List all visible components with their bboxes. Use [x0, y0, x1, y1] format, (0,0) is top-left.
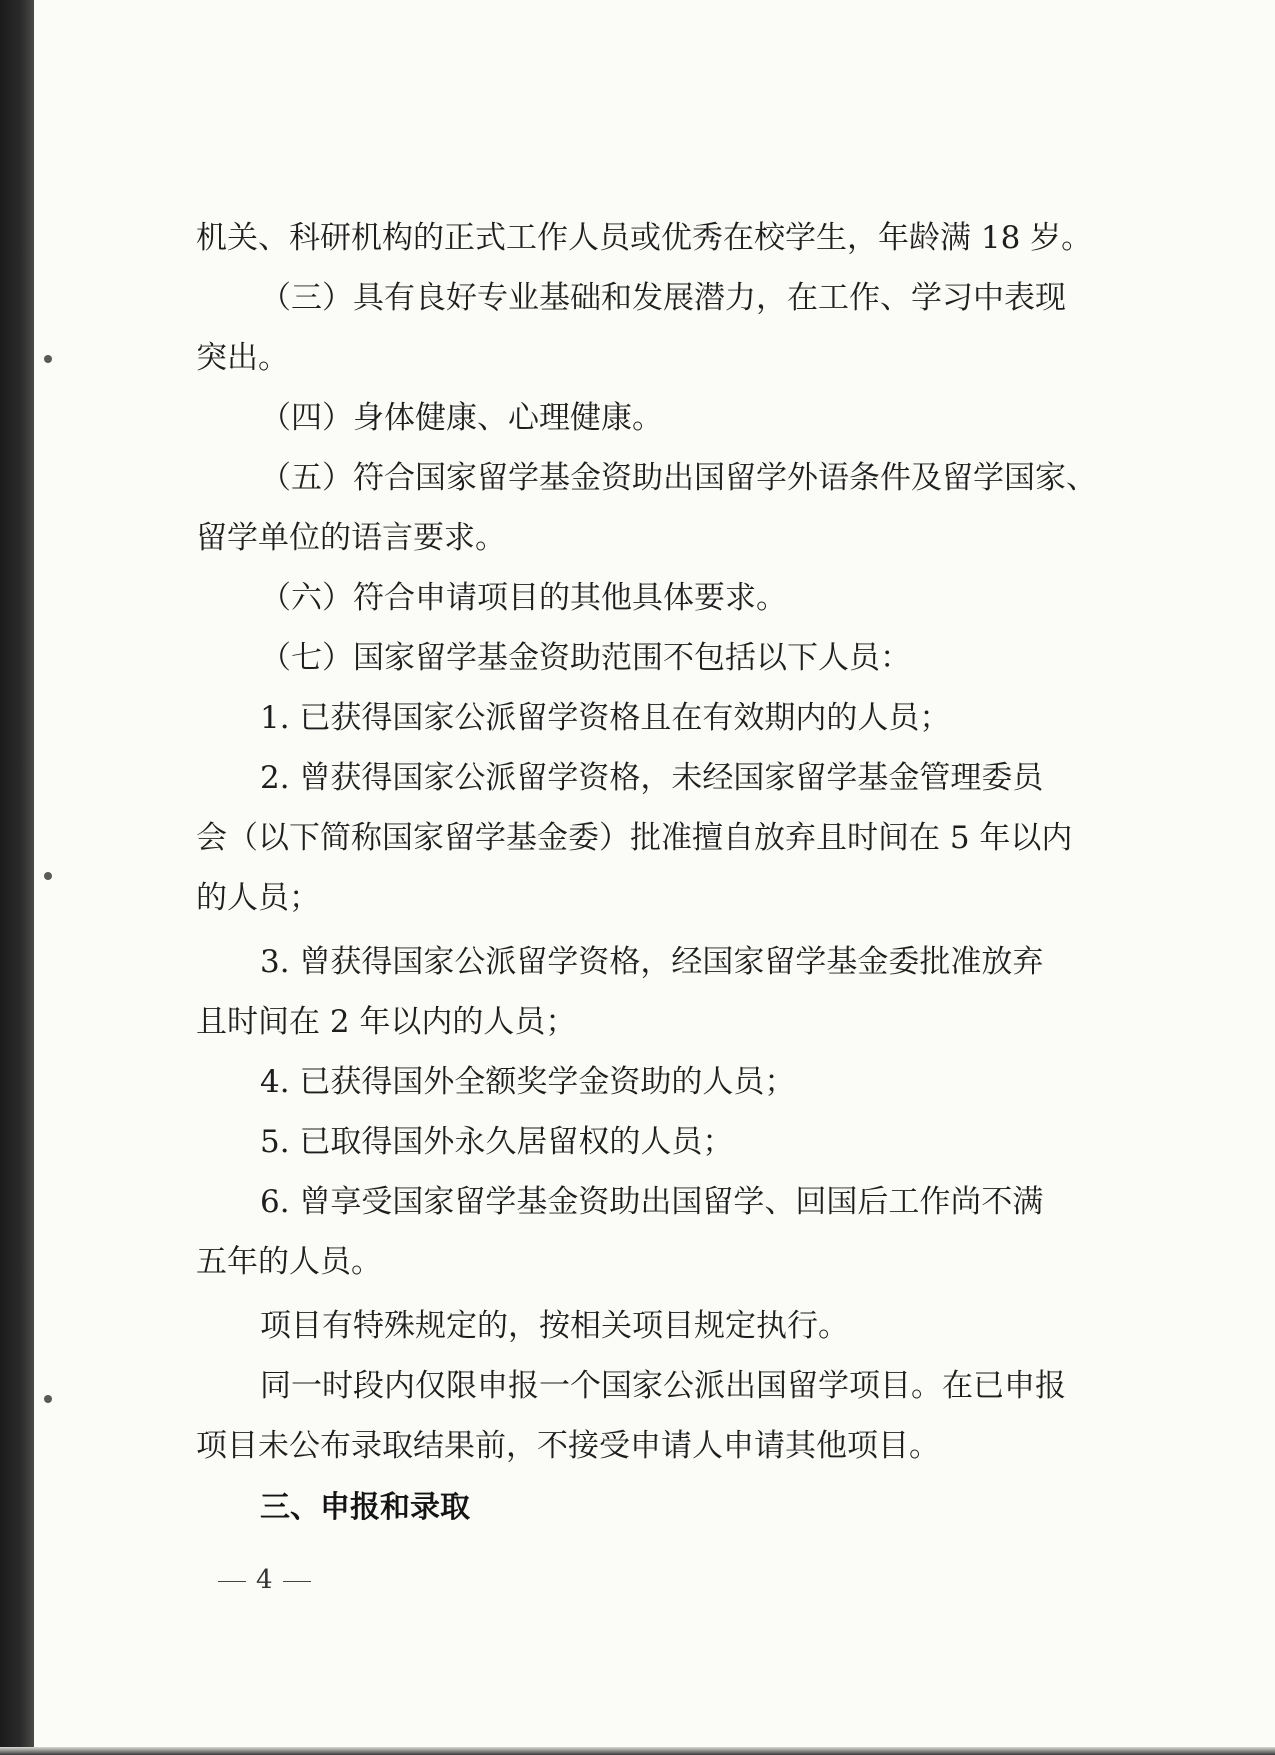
footer-dash-right [283, 1581, 311, 1582]
paragraph-line: 2. 曾获得国家公派留学资格，未经国家留学基金管理委员 [260, 760, 1044, 796]
paragraph-line: 项目有特殊规定的，按相关项目规定执行。 [260, 1308, 849, 1344]
punch-hole [44, 872, 52, 880]
punch-hole [44, 1395, 52, 1403]
paragraph-line: （四）身体健康、心理健康。 [260, 400, 663, 436]
paragraph-line: 同一时段内仅限申报一个国家公派出国留学项目。在已申报 [260, 1368, 1066, 1404]
punch-hole [44, 355, 52, 363]
paragraph-line: 会（以下简称国家留学基金委）批准擅自放弃且时间在 5 年以内 [196, 820, 1073, 856]
footer-dash-left [218, 1581, 246, 1582]
paragraph-line: 留学单位的语言要求。 [196, 520, 506, 556]
paragraph-line: （七）国家留学基金资助范围不包括以下人员： [260, 640, 911, 676]
scan-border-bottom [0, 1747, 1275, 1755]
paragraph-line: （五）符合国家留学基金资助出国留学外语条件及留学国家、 [260, 460, 1097, 496]
paragraph-line: 机关、科研机构的正式工作人员或优秀在校学生，年龄满 18 岁。 [196, 220, 1093, 256]
paragraph-line: （六）符合申请项目的其他具体要求。 [260, 580, 787, 616]
paragraph-line: 6. 曾享受国家留学基金资助出国留学、回国后工作尚不满 [260, 1184, 1044, 1220]
paragraph-line: （三）具有良好专业基础和发展潜力，在工作、学习中表现 [260, 280, 1066, 316]
paragraph-line: 5. 已取得国外永久居留权的人员； [260, 1124, 734, 1160]
page-footer [208, 1565, 321, 1595]
paragraph-line: 五年的人员。 [196, 1244, 382, 1280]
section-heading: 三、申报和录取 [260, 1490, 470, 1525]
paragraph-line: 3. 曾获得国家公派留学资格，经国家留学基金委批准放弃 [260, 944, 1044, 980]
page-number: 4 [256, 1565, 273, 1595]
scan-border-left [0, 0, 34, 1755]
paragraph-line: 的人员； [196, 880, 320, 916]
paragraph-line: 项目未公布录取结果前，不接受申请人申请其他项目。 [196, 1428, 940, 1464]
paragraph-line: 突出。 [196, 340, 289, 376]
paragraph-line: 4. 已获得国外全额奖学金资助的人员； [260, 1064, 796, 1100]
paragraph-line: 1. 已获得国家公派留学资格且在有效期内的人员； [260, 700, 951, 736]
paragraph-line: 且时间在 2 年以内的人员； [196, 1004, 577, 1040]
